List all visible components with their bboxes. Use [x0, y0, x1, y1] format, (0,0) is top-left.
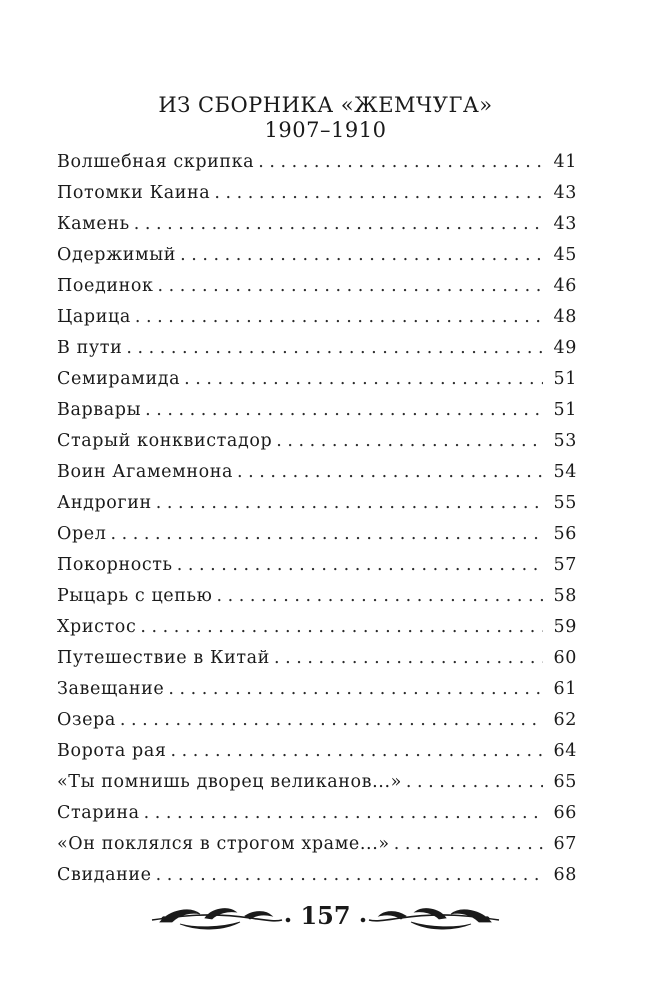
toc-entry-page: 41 [553, 152, 577, 172]
toc-entry-title: Рыцарь с цепью [57, 586, 213, 606]
toc-leader-dots [258, 152, 543, 172]
toc-entry-title: Волшебная скрипка [57, 152, 255, 172]
toc-leader-dots [110, 524, 543, 544]
toc-leader-dots [145, 400, 543, 420]
toc-entry [57, 338, 577, 369]
toc-leader-dots [237, 462, 543, 482]
toc-leader-dots [144, 803, 543, 823]
toc-entry-page: 55 [553, 493, 577, 513]
toc-entry [57, 307, 577, 338]
toc-entry-page: 54 [553, 462, 577, 482]
toc-entry-page: 60 [553, 648, 577, 668]
toc-leader-dots [135, 307, 543, 327]
toc-entry-title: Камень [57, 214, 130, 234]
toc-entry [57, 772, 577, 803]
toc-leader-dots [134, 214, 543, 234]
toc-entry-page: 57 [553, 555, 577, 575]
toc-entry [57, 834, 577, 865]
toc-leader-dots [140, 617, 543, 637]
toc-entry-title: «Он поклялся в строгом храме...» [57, 834, 390, 854]
toc-entry-page: 66 [553, 803, 577, 823]
toc-entry-page: 49 [553, 338, 577, 358]
toc-leader-dots [180, 245, 543, 265]
toc-entry [57, 617, 577, 648]
toc-leader-dots [156, 865, 543, 885]
toc-leader-dots [171, 741, 544, 761]
table-of-contents [57, 152, 577, 896]
toc-entry-title: Воин Агамемнона [57, 462, 234, 482]
toc-entry-title: Семирамида [57, 369, 181, 389]
toc-leader-dots [214, 183, 543, 203]
toc-entry [57, 803, 577, 834]
toc-entry-title: Путешествие в Китай [57, 648, 270, 668]
toc-leader-dots [158, 276, 543, 296]
toc-entry-page: 65 [553, 772, 577, 792]
toc-entry-page: 43 [553, 214, 577, 234]
toc-entry-title: Озера [57, 710, 116, 730]
toc-leader-dots [184, 369, 543, 389]
toc-entry [57, 865, 577, 896]
toc-entry-title: Орел [57, 524, 107, 544]
toc-entry-title: Одержимый [57, 245, 177, 265]
toc-entry-page: 58 [553, 586, 577, 606]
toc-leader-dots [177, 555, 543, 575]
toc-entry [57, 710, 577, 741]
toc-leader-dots [406, 772, 543, 792]
toc-entry-title: Завещание [57, 679, 165, 699]
toc-entry-page: 61 [553, 679, 577, 699]
toc-entry-page: 59 [553, 617, 577, 637]
toc-entry [57, 493, 577, 524]
toc-leader-dots [120, 710, 543, 730]
toc-entry [57, 183, 577, 214]
page-number: 157 [300, 901, 351, 930]
toc-entry-title: Старый конквистадор [57, 431, 273, 451]
toc-entry [57, 555, 577, 586]
toc-leader-dots [276, 431, 543, 451]
toc-entry-page: 67 [553, 834, 577, 854]
toc-entry-title: Потомки Каина [57, 183, 211, 203]
toc-entry [57, 741, 577, 772]
toc-entry-title: Варвары [57, 400, 142, 420]
toc-entry-title: Андрогин [57, 493, 152, 513]
toc-entry [57, 648, 577, 679]
toc-entry-page: 43 [553, 183, 577, 203]
toc-entry [57, 400, 577, 431]
toc-entry [57, 431, 577, 462]
toc-entry-page: 51 [553, 369, 577, 389]
toc-entry [57, 369, 577, 400]
toc-entry-title: Поединок [57, 276, 154, 296]
page-footer [150, 898, 501, 938]
toc-entry-page: 64 [553, 741, 577, 761]
toc-entry-page: 53 [553, 431, 577, 451]
toc-entry-page: 62 [553, 710, 577, 730]
toc-entry [57, 524, 577, 555]
section-title: ИЗ СБОРНИКА «ЖЕМЧУГА» [158, 93, 493, 117]
toc-leader-dots [274, 648, 543, 668]
toc-entry-title: Христос [57, 617, 137, 637]
toc-leader-dots [216, 586, 543, 606]
toc-leader-dots [168, 679, 543, 699]
toc-entry [57, 152, 577, 183]
toc-entry [57, 462, 577, 493]
toc-entry [57, 679, 577, 710]
toc-entry-page: 45 [553, 245, 577, 265]
toc-entry-page: 51 [553, 400, 577, 420]
toc-leader-dots [156, 493, 543, 513]
toc-entry-title: Свидание [57, 865, 152, 885]
toc-entry-page: 48 [553, 307, 577, 327]
toc-leader-dots [126, 338, 543, 358]
toc-entry [57, 586, 577, 617]
toc-entry-page: 56 [553, 524, 577, 544]
toc-entry [57, 245, 577, 276]
toc-entry-title: Старина [57, 803, 140, 823]
toc-entry-title: В пути [57, 338, 123, 358]
toc-leader-dots [394, 834, 543, 854]
toc-entry [57, 276, 577, 307]
toc-entry-page: 68 [553, 865, 577, 885]
section-years: 1907–1910 [264, 118, 387, 142]
toc-entry-page: 46 [553, 276, 577, 296]
toc-entry-title: Ворота рая [57, 741, 167, 761]
toc-entry-title: «Ты помнишь дворец великанов...» [57, 772, 402, 792]
toc-entry-title: Покорность [57, 555, 173, 575]
toc-entry-title: Царица [57, 307, 131, 327]
toc-entry [57, 214, 577, 245]
